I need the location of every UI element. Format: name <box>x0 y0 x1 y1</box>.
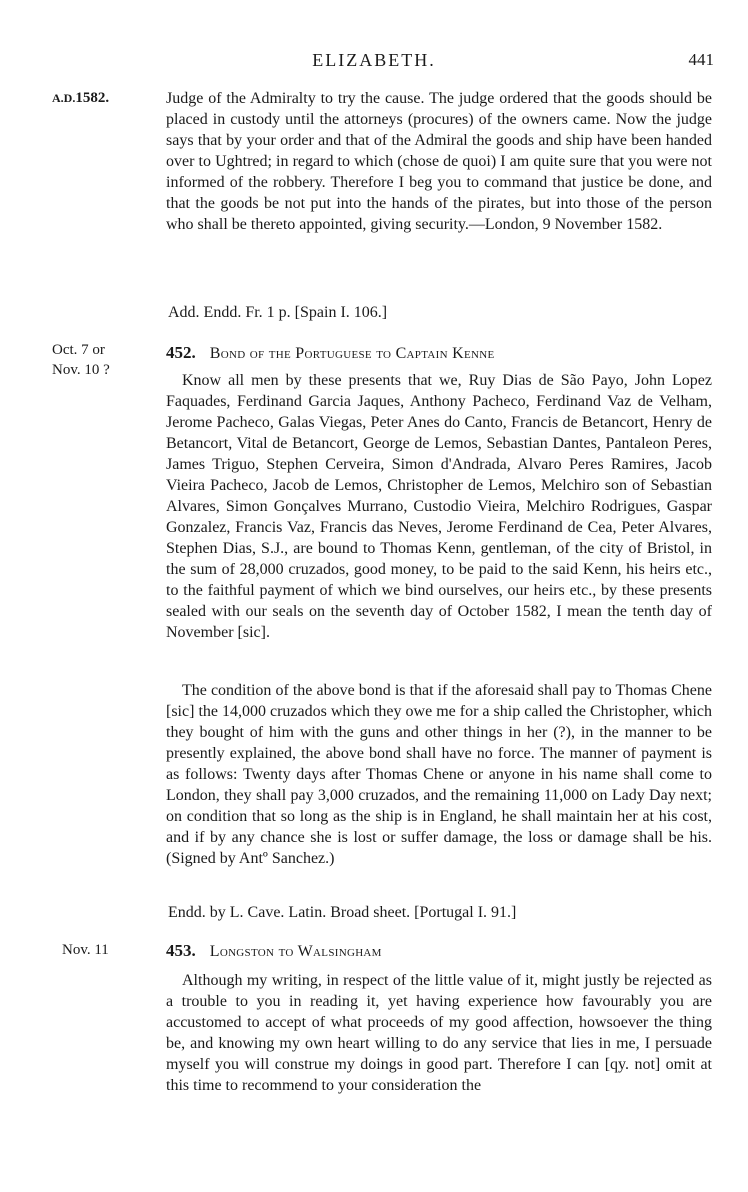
margin-year-prefix: A.D. <box>52 91 76 105</box>
page-number: 441 <box>688 50 714 69</box>
entry-number: 453. <box>166 941 196 960</box>
entry-endorsement: Endd. by L. Cave. Latin. Broad sheet. [Portugal I. 91.] <box>168 904 517 921</box>
continuation-endorsement: Add. Endd. Fr. 1 p. [Spain I. 106.] <box>168 304 388 321</box>
entry-date: Oct. 7 or Nov. 10 ? <box>52 342 110 378</box>
margin-year-value: 1582. <box>75 90 110 106</box>
entry-date: Nov. 11 <box>62 942 109 958</box>
entry-number: 452. <box>166 343 196 362</box>
entry-title: Bond of the Portuguese to Captain Kenne <box>209 345 495 362</box>
running-title: ELIZABETH. <box>312 50 436 70</box>
entry-heading <box>166 940 726 962</box>
entry-paragraph: Know all men by these presents that we, Ruy Dias de São Payo, John Lopez Faquades, Ferdinand Garcia Jaques, Anthony Pacheco, Ferdinand Vaz de Velham, Jerome Pacheco, Galas Viegas, Peter Anes do Canto, Francis de Betancort, Henry de Betancort, Vital de Betancort, George de Lemos, Sebastian Dantes, Pantaleon Peres, James Triguo, Stephen Cerveira, Simon d'Andrada, Alvaro Peres Ramires, Jacob Vieira Pacheco, Jacob de Lemos, Christopher de Lemos, Melchiro son of Sebastian Alvares, Simon Gonçalves Murrano, Custodio Vieira, Melchiro Rodrigues, Gaspar Gonzalez, Francis Vaz, Francis das Neves, Jerome Ferdinand de Cea, Peter Alvares, Stephen Dias, S.J., are bound to Thomas Kenn, gentleman, of the city of Bristol, in the sum of 28,000 cruzados, good money, to be paid to the said Kenn, his heirs etc., to the faithful payment of which we bind ourselves, our heirs etc., by these presents sealed with our seals on the seventh day of October 1582, I mean the tenth day of November [sic]. <box>166 372 712 641</box>
continuation-paragraph: Judge of the Admiralty to try the cause. The judge ordered that the goods should be placed in custody until the attorneys (procures) of the owners came. Now the judge says that by your order and that of the Admiral the goods and ship have been handed over to Ughtred; in regard to which (chose de quoi) I am quite sure that you were not informed of the robbery. Therefore I beg you to command that justice be done, and that the goods be not put into the hands of the pirates, but into those of the person who shall be thereto appointed, giving security.—London, 9 November 1582. <box>166 90 712 233</box>
entry-heading <box>166 342 726 364</box>
entry-paragraph: Although my writing, in respect of the little value of it, might justly be rejected as a trouble to you in reading it, yet having experience how favourably you are accustomed to accept of what proceeds of my good affection, howsoever the thing be, and knowing my own heart willing to do any service that lies in me, I persuade myself you will construe my doings in good part. Therefore I can [qy. not] omit at this time to recommend to your consideration the <box>166 972 712 1094</box>
entry-title: Longston to Walsingham <box>209 943 382 960</box>
entry-paragraph: The condition of the above bond is that if the aforesaid shall pay to Thomas Chene [sic] the 14,000 cruzados which they owe me for a ship called the Christopher, which they bought of him with the guns and other things in her (?), in the manner to be presently explained, the above bond shall have no force. The manner of payment is as follows: Twenty days after Thomas Chene or anyone in his name shall come to London, they shall pay 3,000 cruzados, and the remaining 11,000 on Lady Day next; on condition that so long as the ship is in England, he shall maintain her at his cost, and if by any chance she is lost or suffer damage, the loss or damage shall be his. (Signed by Antº Sanchez.) <box>166 682 712 867</box>
